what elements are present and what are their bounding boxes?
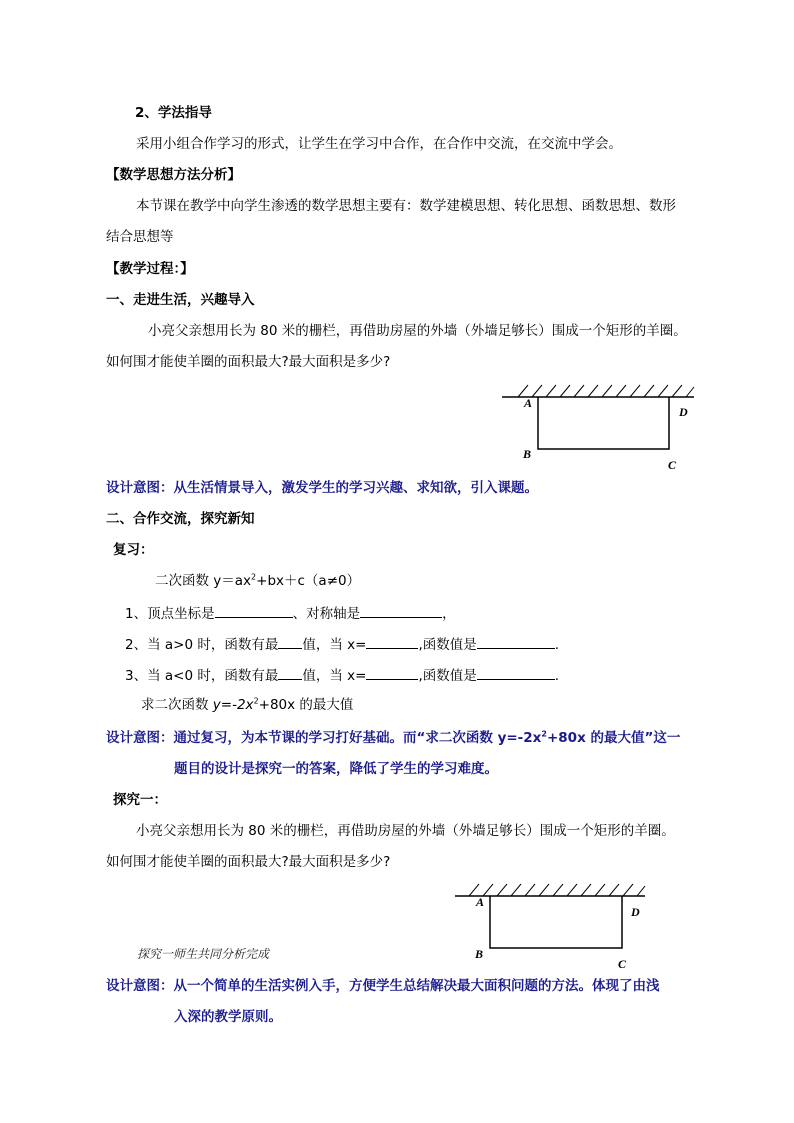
explore1-note: 探究一师生共同分析完成 [137, 947, 270, 961]
fence-diagram-1 [500, 380, 700, 475]
part2-design-intent-2: 题目的设计是探究一的答案，降低了学生的学习难度。 [174, 761, 498, 777]
blank-max-min-3[interactable] [278, 665, 302, 680]
math-thought-text-1: 本节课在教学中向学生渗透的数学思想主要有：数学建模思想、转化思想、函数思想、数形 [136, 198, 676, 214]
part2-heading: 二、合作交流，探究新知 [106, 511, 255, 527]
blank-value-3[interactable] [477, 665, 555, 680]
explore1-problem-1: 小亮父亲想用长为 80 米的栅栏，再借助房屋的外墙（外墙足够长）围成一个矩形的羊圈。 [136, 823, 675, 839]
part1-heading: 一、走进生活，兴趣导入 [106, 292, 255, 308]
blank-max-min-2[interactable] [278, 634, 302, 649]
explore1-problem-2: 如何围才能使羊圈的面积最大?最大面积是多少? [106, 854, 391, 870]
explore1-design-intent-1: 设计意图：从一个简单的生活实例入手，方便学生总结解决最大面积问题的方法。体现了由浅 [106, 978, 660, 994]
blank-vertex[interactable] [215, 603, 293, 618]
teaching-process-heading: 【教学过程：】 [106, 261, 194, 277]
label-C: C [668, 458, 677, 472]
blank-value-2[interactable] [477, 634, 555, 649]
fence-rectangle [490, 896, 622, 948]
label-A: A [524, 396, 533, 410]
label-C: C [618, 957, 627, 971]
label-A: A [476, 895, 485, 909]
explore1-heading: 探究一： [113, 792, 167, 808]
part1-problem-2: 如何围才能使羊圈的面积最大?最大面积是多少? [106, 354, 391, 370]
study-method-text: 采用小组合作学习的形式，让学生在学习中合作，在合作中交流，在交流中学会。 [136, 136, 622, 152]
explore1-design-intent-2: 入深的教学原则。 [174, 1009, 282, 1025]
review-question-1: 1、顶点坐标是 、对称轴是 ， [125, 603, 456, 623]
label-D: D [631, 905, 640, 919]
fence-rectangle [538, 397, 669, 449]
review-question-2: 2、当 a>0 时，函数有最 值，当 x= ,函数值是 . [125, 634, 559, 654]
label-D: D [679, 405, 688, 419]
quadratic-function-def: 二次函数 $y=ax^2+bx+c(a\ne 0)$ [155, 572, 361, 589]
label-B: B [475, 947, 484, 961]
study-method-heading: 2、学法指导 [135, 105, 212, 121]
math-thought-heading: 【数学思想方法分析】 [106, 167, 241, 183]
math-thought-text-2: 结合思想等 [106, 229, 174, 245]
part1-problem-1: 小亮父亲想用长为 80 米的栅栏，再借助房屋的外墙（外墙足够长）围成一个矩形的羊圈。 [148, 323, 687, 339]
blank-x-3[interactable] [366, 665, 418, 680]
blank-x-2[interactable] [366, 634, 418, 649]
blank-axis[interactable] [360, 603, 442, 618]
review-label: 复习： [113, 542, 154, 558]
max-value-question: 求二次函数 $y=-2x^2+80x$ 的最大值 [141, 696, 354, 713]
review-question-3: 3、当 a<0 时，函数有最 值，当 x= ,函数值是 . [125, 665, 559, 685]
part2-design-intent-1: 设计意图：通过复习，为本节课的学习打好基础。而“求二次函数 $y=-2x^2+80x$ 的最大值”这一 [106, 729, 681, 746]
part1-design-intent: 设计意图：从生活情景导入，激发学生的学习兴趣、求知欲，引入课题。 [106, 480, 538, 496]
label-B: B [523, 447, 532, 461]
fence-diagram-2 [455, 879, 655, 974]
